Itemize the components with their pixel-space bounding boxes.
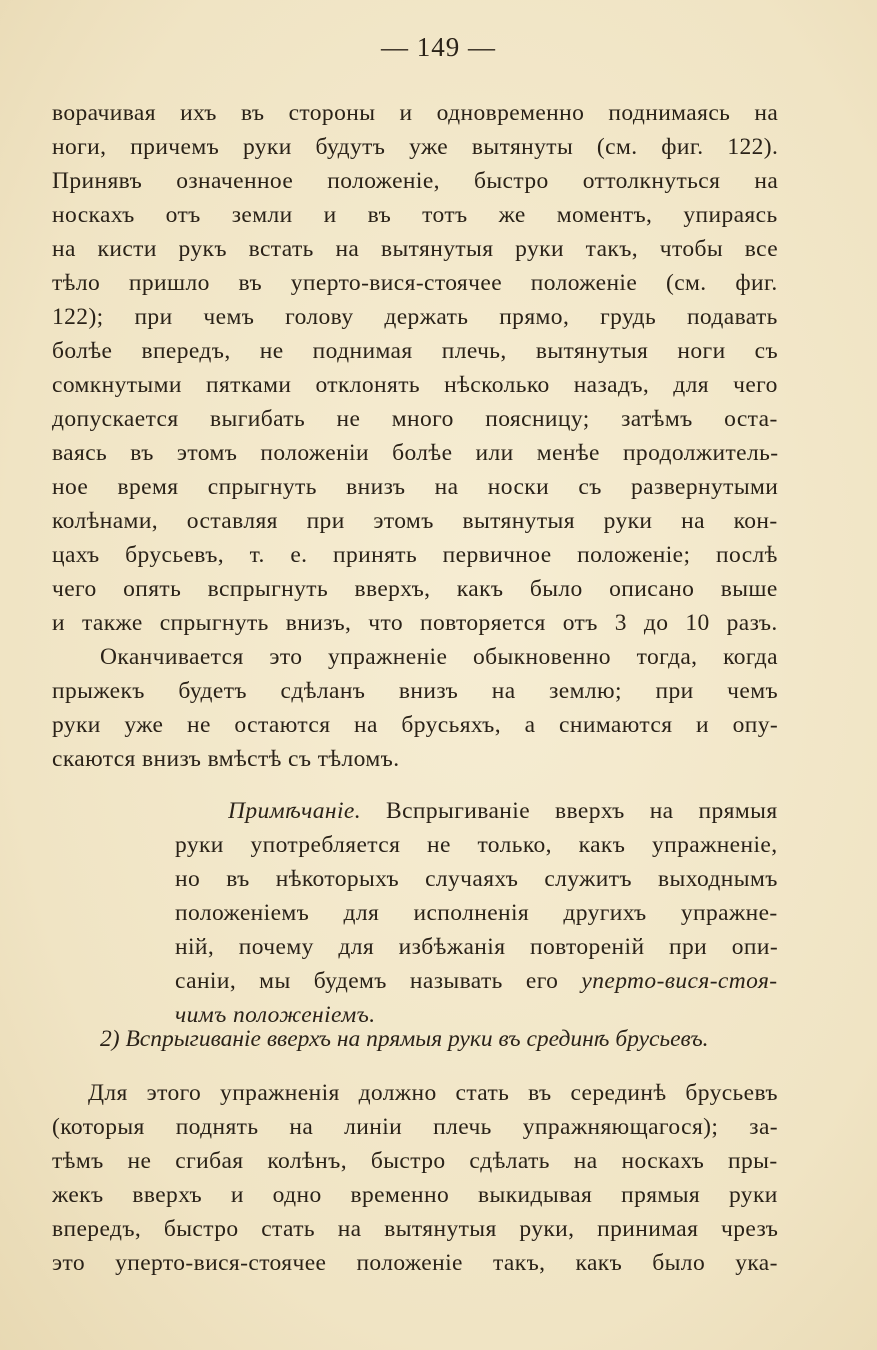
paragraph-line: жекъ вверхъ и одно временно выкидывая прямыя руки xyxy=(52,1182,778,1208)
page-number: — 149 — xyxy=(381,32,496,62)
note-line: нiй, почему для избѣжанiя повторенiй при опи- xyxy=(175,934,778,960)
note-italic-term: уперто-вися-стоя- xyxy=(581,968,778,994)
paragraph-line: ворачивая ихъ въ стороны и одновременно поднимаясь на xyxy=(52,100,778,126)
paragraph-line: ваясь въ этомъ положенiи болѣе или менѣе продолжитель- xyxy=(52,440,778,466)
note-line: но въ нѣкоторыхъ случаяхъ служитъ выходнымъ xyxy=(175,866,778,892)
paragraph-line: впередъ, быстро стать на вытянутыя руки, принимая чрезъ xyxy=(52,1216,778,1242)
paragraph-line: и также спрыгнуть внизъ, что повторяется отъ 3 до 10 разъ. xyxy=(52,610,778,636)
paragraph-line: ное время спрыгнуть внизъ на носки съ развернутыми xyxy=(52,474,778,500)
paragraph-line: (которыя поднять на линiи плечь упражняющагося); за- xyxy=(52,1114,778,1140)
paragraph-line: тѣмъ не сгибая колѣнъ, быстро сдѣлать на носкахъ пры- xyxy=(52,1148,778,1174)
paragraph-line: носкахъ отъ земли и въ тотъ же моментъ, упираясь xyxy=(52,202,778,228)
paragraph-line: ноги, причемъ руки будутъ уже вытянуты (см. фиг. 122). xyxy=(52,134,778,160)
paragraph-line: чего опять вспрыгнуть вверхъ, какъ было описано выше xyxy=(52,576,778,602)
paragraph-line: это уперто-вися-стоячее положенiе такъ, какъ было ука- xyxy=(52,1250,778,1276)
paragraph-line: Для этого упражненiя должно стать въ серединѣ брусьевъ xyxy=(88,1080,778,1106)
paragraph-line: прыжекъ будетъ сдѣланъ внизъ на землю; при чемъ xyxy=(52,678,778,704)
note-line: положенiемъ для исполненiя другихъ упражне- xyxy=(175,900,778,926)
note-label: Примѣчанiе. xyxy=(228,798,361,824)
paragraph-line: болѣе впередъ, не поднимая плечь, вытянутыя ноги съ xyxy=(52,338,778,364)
paragraph-line: допускается выгибать не много поясницу; затѣмъ оста- xyxy=(52,406,778,432)
paragraph-line: на кисти рукъ встать на вытянутыя руки такъ, чтобы все xyxy=(52,236,778,262)
note-text: санiи, мы будемъ называть его xyxy=(175,968,559,994)
section-heading: 2) Вспрыгиванiе вверхъ на прямыя руки въ срединѣ брусьевъ. xyxy=(100,1026,709,1052)
note-line-1 xyxy=(228,796,778,826)
paragraph-line: скаются внизъ вмѣстѣ съ тѣломъ. xyxy=(52,746,400,772)
note-text: Вспрыгиванiе вверхъ на прямыя xyxy=(386,798,778,824)
note-italic-term: чимъ положенiемъ. xyxy=(175,1002,376,1028)
paragraph-line: тѣло пришло въ уперто-вися-стоячее положенiе (см. фиг. xyxy=(52,270,778,296)
paragraph-line: сомкнутыми пятками отклонять нѣсколько назадъ, для чего xyxy=(52,372,778,398)
paragraph-line: Принявъ означенное положенiе, быстро оттолкнуться на xyxy=(52,168,778,194)
paragraph-line: 122); при чемъ голову держать прямо, грудь подавать xyxy=(52,304,778,330)
paragraph-line: руки уже не остаются на брусьяхъ, а снимаются и опу- xyxy=(52,712,778,738)
paragraph-line: Оканчивается это упражненiе обыкновенно тогда, когда xyxy=(100,644,778,670)
paragraph-line: цахъ брусьевъ, т. е. принять первичное положенiе; послѣ xyxy=(52,542,778,568)
note-line: руки употребляется не только, какъ упражненiе, xyxy=(175,832,778,858)
note-line-6 xyxy=(175,966,778,996)
paragraph-line: колѣнами, оставляя при этомъ вытянутыя руки на кон- xyxy=(52,508,778,534)
